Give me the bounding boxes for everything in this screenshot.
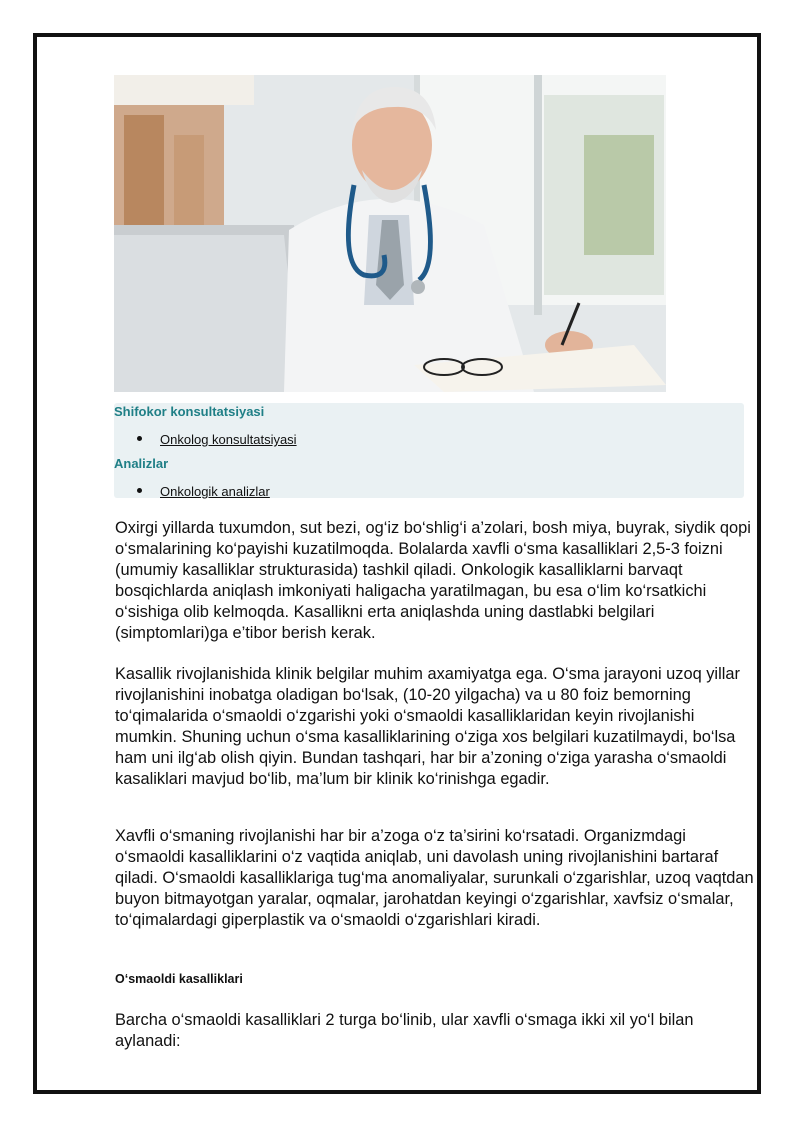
menu-heading-analyses: Analizlar	[114, 456, 169, 471]
paragraph-3: Xavfli o‘smaning rivojlanishi har bir a’zoga o‘z ta’sirini ko‘rsatadi. Organizmdagi o‘smaoldi kasalliklarini o‘z vaqtida aniqlab, uni davolash uning rivojlanishini bartaraf qiladi. O‘smaoldi kasalliklariga tug‘ma anomaliyalar, surunkali o‘zgarishlar, uzoq vaqtdan buyon bitmayotgan yaralar, oqmalar, jarohatdan keyingi o‘zgarishlar, xavfsiz o‘smalar, to‘qimalardagi giperplastik va o‘smaoldi o‘zgarishlari kiradi.	[115, 827, 754, 929]
link-oncologist-consultation[interactable]: Onkolog konsultatsiyasi	[160, 432, 297, 447]
paragraph-1: Oxirgi yillarda tuxumdon, sut bezi, og‘iz bo‘shlig‘i a’zolari, bosh miya, buyrak, siydik qopi o‘smalarining ko‘payishi kuzatilmoqda. Bolalarda xavfli o‘sma kasalliklari 2,5-3 foizni (umumiy kasalliklar strukturasida) tashkil qiladi. Onkologik kasalliklarni barvaqt bosqichlarda aniqlash imkoniyati haligacha yaratilmagan, bu esa o‘lim ko‘rsatkichi o‘sishiga olib kelmoqda. Kasallikni erta aniqlashda uning dastlabki belgilari (simptomlari)ga e’tibor berish kerak.	[115, 519, 751, 642]
menu-list-item	[137, 484, 270, 499]
doctor-photo	[114, 75, 666, 392]
paragraph-4: Barcha o‘smaoldi kasalliklari 2 turga bo‘linib, ular xavfli o‘smaga ikki xil yo‘l bilan aylanadi:	[115, 1011, 694, 1050]
paragraph-2: Kasallik rivojlanishida klinik belgilar muhim axamiyatga ega. O‘sma jarayoni uzoq yillar rivojlanishini inobatga oladigan bo‘lsak, (10-20 yilgacha) va u 80 foiz bemorning to‘qimalarida o‘smaoldi o‘zgarishi yoki o‘smaoldi kasalliklaridan keyin rivojlanishi mumkin. Shuning uchun o‘sma kasalliklarining o‘ziga xos belgilari kuzatilmaydi, bo‘lsa ham uni ilg‘ab olish qiyin. Bundan tashqari, har bir a’zoning o‘ziga yarasha o‘smaoldi kasaliklari mavjud bo‘lib, ma’lum bir klinik ko‘rinishga egadir.	[115, 665, 740, 788]
bullet-icon	[137, 488, 142, 493]
link-oncology-analyses[interactable]: Onkologik analizlar	[160, 484, 270, 499]
menu-heading-consultation: Shifokor konsultatsiyasi	[114, 404, 265, 419]
menu-list-item	[137, 432, 297, 447]
section-subheading: O‘smaoldi kasalliklari	[115, 972, 243, 986]
bullet-icon	[137, 436, 142, 441]
